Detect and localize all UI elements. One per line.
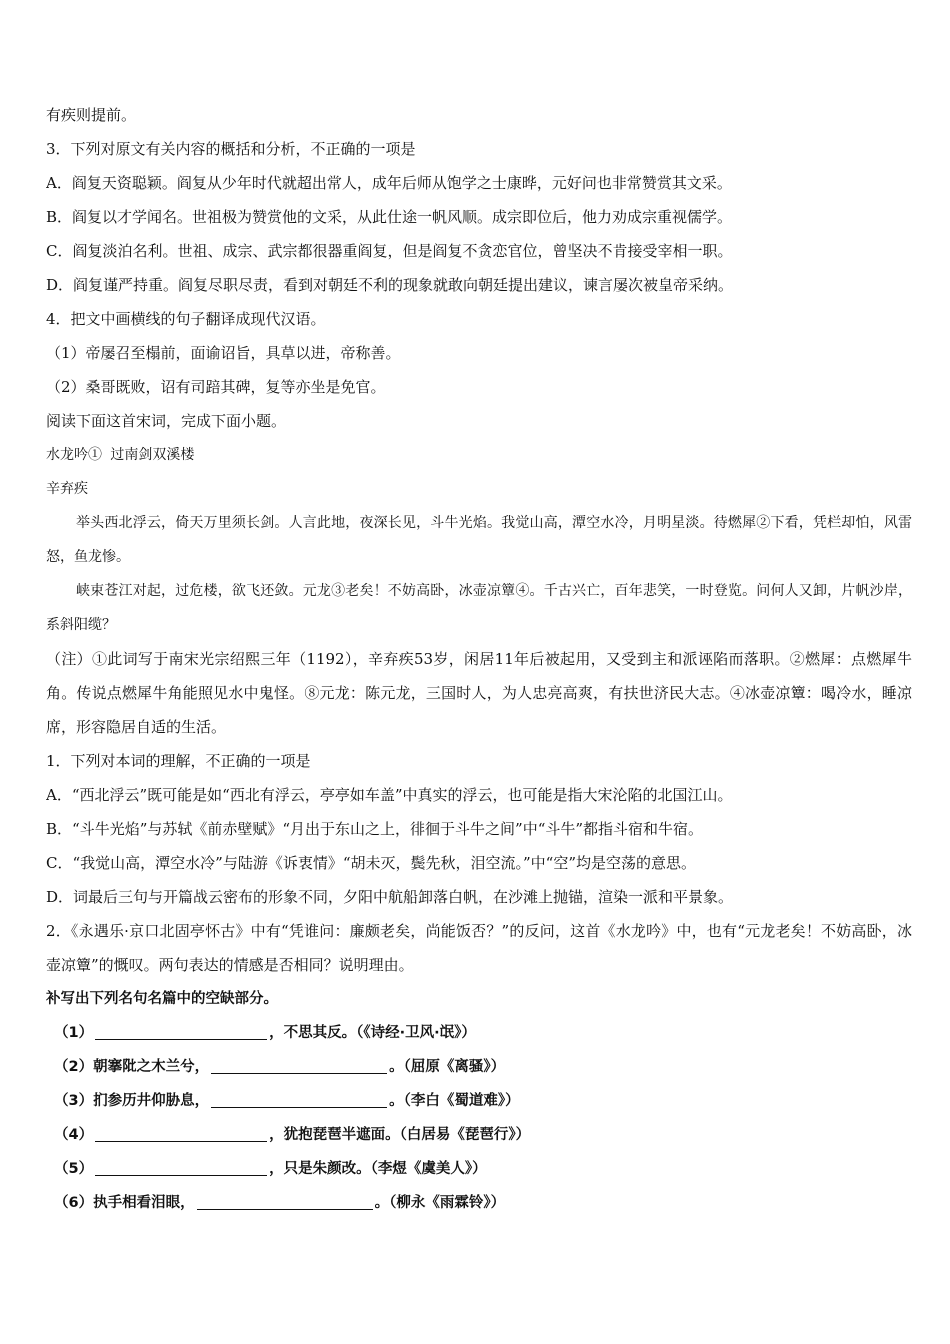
answer-blank[interactable] xyxy=(95,1157,267,1176)
reading-intro: 阅读下面这首宋词，完成下面小题。 xyxy=(46,412,287,430)
fill-item-prefix: （2）朝搴阰之木兰兮， xyxy=(54,1059,210,1075)
fill-item-prefix: （5） xyxy=(54,1161,94,1177)
question-3-option-c: C．阎复淡泊名利。世祖、成宗、武宗都很器重阎复，但是阎复不贪恋官位，曾坚决不肯接受宰相一职。 xyxy=(46,242,733,260)
fill-item-prefix: （1） xyxy=(54,1025,94,1041)
poem-question-1-option-c: C．“我觉山高，潭空水冷”与陆游《诉衷情》“胡未灭，鬓先秋，泪空流。”中“空”均是空荡的意思。 xyxy=(46,854,696,872)
answer-blank[interactable] xyxy=(95,1123,267,1142)
poem-question-1-option-d: D．词最后三句与开篇战云密布的形象不同，夕阳中航船卸落白帆，在沙滩上抛锚，渲染一派和平景象。 xyxy=(46,888,734,906)
answer-blank[interactable] xyxy=(95,1021,267,1040)
poem-question-1-option-a: A．“西北浮云”既可能是如“西北有浮云，亭亭如车盖”中真实的浮云，也可能是指大宋沦陷的北国江山。 xyxy=(46,786,733,804)
answer-blank[interactable] xyxy=(197,1191,373,1210)
fill-item-6 xyxy=(46,1186,912,1220)
poem-title: 水龙吟① 过南剑双溪楼 xyxy=(46,447,195,463)
answer-blank[interactable] xyxy=(211,1089,387,1108)
fill-item-3 xyxy=(46,1084,912,1118)
poem-question-2: 2．《永遇乐·京口北固亭怀古》中有“凭谁问：廉颇老矣，尚能饭否？”的反问，这首《水龙吟》中，也有“元龙老矣！不妨高卧，冰壶凉簟”的慨叹。两句表达的情感是否相同？说明理由。 xyxy=(46,922,912,974)
fill-item-prefix: （4） xyxy=(54,1127,94,1143)
poem-author: 辛弃疾 xyxy=(46,481,88,497)
question-4-item-1: （1）帝屡召至榻前，面谕诏旨，具草以进，帝称善。 xyxy=(46,344,401,362)
question-4-stem: 4．把文中画横线的句子翻译成现代汉语。 xyxy=(46,310,326,328)
fill-item-suffix: 。（李白《蜀道难》） xyxy=(389,1093,520,1109)
fill-item-suffix: ，不思其反。（《诗经·卫风·氓》） xyxy=(269,1025,476,1041)
fill-item-suffix: 。（屈原《离骚》） xyxy=(389,1059,506,1075)
poem-paragraph-2: 峡束苍江对起，过危楼，欲飞还敛。元龙③老矣！不妨高卧，冰壶凉簟④。千古兴亡，百年悲笑，一时登览。问何人又卸，片帆沙岸，系斜阳缆？ xyxy=(46,583,912,633)
fill-in-title: 补写出下列名句名篇中的空缺部分。 xyxy=(46,991,278,1007)
fill-item-1 xyxy=(46,1016,912,1050)
question-3-option-b: B．阎复以才学闻名。世祖极为赞赏他的文采，从此仕途一帆风顺。成宗即位后，他力劝成宗重视儒学。 xyxy=(46,208,733,226)
question-4-item-2: （2）桑哥既败，诏有司踣其碑，复等亦坐是免官。 xyxy=(46,378,386,396)
fill-item-suffix: 。（柳永《雨霖铃》） xyxy=(374,1195,506,1211)
poem-question-1-stem: 1．下列对本词的理解，不正确的一项是 xyxy=(46,752,311,770)
fill-item-prefix: （3）扪参历井仰胁息， xyxy=(54,1093,210,1109)
poem-note: （注）①此词写于南宋光宗绍熙三年（1192），辛弃疾53岁，闲居11年后被起用，又受到主和派诬陷而落职。②燃犀：点燃犀牛角。传说点燃犀牛角能照见水中鬼怪。⑧元龙：陈元龙，三国时人，为人忠亮高爽，有扶世济民大志。④冰壶凉簟：喝冷水，睡凉席，形容隐居自适的生活。 xyxy=(46,650,912,736)
text-line: 有疾则提前。 xyxy=(46,106,137,124)
poem-question-1-option-b: B．“斗牛光焰”与苏轼《前赤壁赋》“月出于东山之上，徘徊于斗牛之间”中“斗牛”都指斗宿和牛宿。 xyxy=(46,820,704,838)
question-3-option-d: D．阎复谨严持重。阎复尽职尽责，看到对朝廷不利的现象就敢向朝廷提出建议，谏言屡次被皇帝采纳。 xyxy=(46,276,734,294)
fill-item-suffix: ，犹抱琵琶半遮面。（白居易《琵琶行》） xyxy=(269,1127,531,1143)
poem-paragraph-1: 举头西北浮云，倚天万里须长剑。人言此地，夜深长见，斗牛光焰。我觉山高，潭空水冷，月明星淡。待燃犀②下看，凭栏却怕，风雷怒，鱼龙惨。 xyxy=(46,515,912,565)
document-page xyxy=(46,98,912,1220)
fill-item-4 xyxy=(46,1118,912,1152)
question-3-stem: 3．下列对原文有关内容的概括和分析，不正确的一项是 xyxy=(46,140,416,158)
fill-item-suffix: ，只是朱颜改。（李煜《虞美人》） xyxy=(269,1161,487,1177)
fill-item-2 xyxy=(46,1050,912,1084)
fill-item-prefix: （6）执手相看泪眼， xyxy=(54,1195,195,1211)
answer-blank[interactable] xyxy=(211,1055,387,1074)
question-3-option-a: A．阎复天资聪颖。阎复从少年时代就超出常人，成年后师从饱学之士康晔，元好问也非常赞赏其文采。 xyxy=(46,174,732,192)
fill-item-5 xyxy=(46,1152,912,1186)
